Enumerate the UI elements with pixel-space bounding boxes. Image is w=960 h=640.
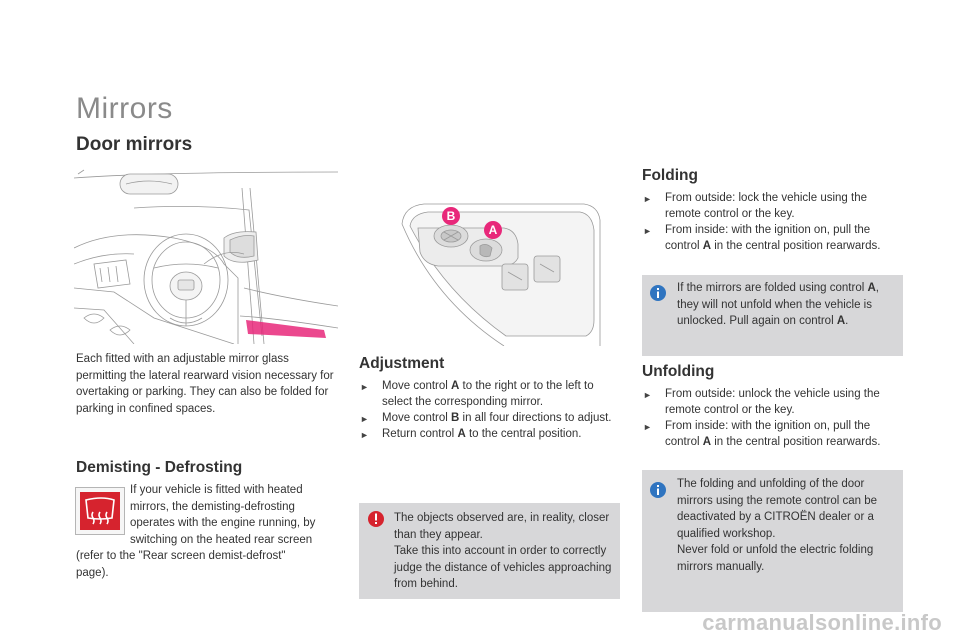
info-icon [649,481,667,499]
bullet-arrow-icon: ► [360,414,369,424]
list-item: ► From outside: unlock the vehicle using the remote control or the key. [643,388,880,416]
unfolding-list [641,386,903,450]
warning-box [359,503,620,599]
bullet-arrow-icon: ► [643,390,652,400]
demisting-tail: (refer to the "Rear screen demist-defrost" page). [76,550,286,579]
bullet-arrow-icon: ► [360,382,369,392]
section-title: Door mirrors [76,134,193,155]
mirror-control-illustration [394,200,604,346]
unfolding-info-box [642,470,903,612]
unfolding-info-text: The folding and unfolding of the door mirrors using the remote control can be deactivated by a CITROËN dealer or a qualified workshop. Never fold or unfold the electric folding mirrors manually. [677,478,878,573]
adjustment-list [358,378,616,442]
folding-list [641,190,903,254]
unfolding-title: Unfolding [642,363,715,380]
dashboard-illustration [74,168,338,344]
folding-info-box [642,275,903,356]
demisting-line: switching on the heated rear screen [130,533,313,546]
bullet-arrow-icon: ► [643,226,652,236]
control-label-b: B [446,209,456,223]
list-item: ► From outside: lock the vehicle using the remote control or the key. [643,192,867,220]
demisting-line: If your vehicle is fitted with heated [130,484,303,496]
bullet-arrow-icon: ► [643,194,652,204]
list-item: ► Move control B in all four directions to adjust. [358,410,616,426]
demisting-title: Demisting - Defrosting [76,459,243,476]
page-title: Mirrors [76,92,173,125]
list-item: ► From inside: with the ignition on, pull the control A in the central position rearwards. [643,420,881,448]
heated-rear-screen-icon [75,487,125,535]
adjustment-title: Adjustment [359,355,445,372]
demisting-line: mirrors, the demisting-defrosting [130,500,295,513]
info-icon [649,284,667,302]
bullet-arrow-icon: ► [643,422,652,432]
warning-text: The objects observed are, in reality, closer than they appear. Take this into account in order to correctly judge the distance of vehicles approaching from behind. [394,512,612,590]
watermark: carmanualsonline.info [702,610,942,635]
folding-title: Folding [642,167,698,184]
control-label-a: A [488,223,498,237]
folding-info-text: If the mirrors are folded using control A, they will not unfold when the vehicle is unlocked. Pull again on control A. [677,282,879,327]
list-item: ► Return control A to the central position. [358,426,616,442]
warning-icon [367,510,385,528]
demisting-line: operates with the engine running, by [130,517,316,529]
bullet-arrow-icon: ► [360,430,369,440]
demisting-text [130,482,340,548]
list-item: ► Move control A to the right or to the left to select the corresponding mirror. [360,380,594,408]
intro-text: Each fitted with an adjustable mirror glass permitting the lateral rearward vision necessary for overtaking or parking. They can also be folded for parking in confined spaces. [76,353,334,415]
list-item: ► From inside: with the ignition on, pull the control A in the central position rearwards. [643,224,881,252]
